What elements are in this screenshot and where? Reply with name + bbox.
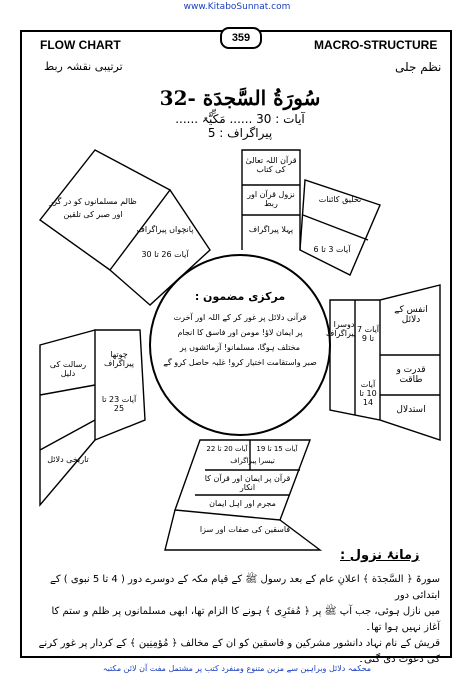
segment-left-outer bbox=[40, 330, 95, 505]
label-fifth-ayat: آیات 26 تا 30 bbox=[141, 250, 189, 259]
label-right-ayat-1: آیات 7 تا 9 bbox=[356, 325, 380, 343]
label-second-para: دوسرا پیراگراف bbox=[325, 320, 356, 338]
label-tareekhi: تاریخی دلائل bbox=[47, 455, 89, 464]
label-bottom-ayat-1: آیات 15 تا 19 bbox=[256, 445, 298, 453]
center-line: صبر واستقامت اختیار کرو! غلبہ حاصل کرو گے bbox=[163, 358, 317, 367]
label-left-ayat: آیات 23 تا 25 bbox=[101, 395, 137, 413]
segment-left-inner bbox=[95, 330, 145, 440]
footer-text: محکمہ دلائل وبراہین سے مزین متنوع ومنفرد کتب پر مشتمل مفت آن لائن مکتبہ bbox=[102, 664, 372, 673]
site-url[interactable]: www.KitaboSunnat.com bbox=[183, 2, 291, 12]
label-anfus: انفس کے دلائل bbox=[394, 305, 428, 325]
label-risalat: رسالت کی دلیل bbox=[49, 360, 87, 378]
label-mujrim: مجرم اور اہل ایمان bbox=[209, 499, 276, 508]
flow-chart-label: FLOW CHART bbox=[40, 38, 121, 52]
label-third-para: تیسرا پیراگراف bbox=[230, 457, 275, 465]
label-bottom-ayat-2: آیات 20 تا 22 bbox=[206, 445, 248, 453]
label-istidlal: استدلال bbox=[396, 405, 426, 415]
zamana-heading: زمانۂ نزول : bbox=[340, 548, 420, 563]
macro-structure-label: MACRO-STRUCTURE bbox=[314, 38, 438, 52]
subheading-tartibi: ترتیبی نقشہ ربط bbox=[44, 60, 123, 73]
zamana-para-2: میں نازل ہوئی، جب آپ ﷺ پر ﴿ مُفتَرِی ﴾ ہونے کا الزام تھا، ابھی مسلمانوں پر ظلم و ستم کا آغاز نہیں ہوا تھا۔ bbox=[51, 606, 440, 633]
surah-title: 32- سُورَةُ السَّجدَة bbox=[159, 86, 321, 110]
label-takhleeq: تخلیق کائنات bbox=[318, 195, 362, 204]
label-top-ayat: آیات 3 تا 6 bbox=[313, 245, 351, 254]
center-text bbox=[160, 310, 320, 370]
zamana-para-3: قریش کے نام نہاد دانشور مشرکین و فاسقین کو ان کے مخالف ﴿ مُؤمِنِين ﴾ کے کردار پر غور کرنے کی دعوت دی گئی۔ bbox=[38, 638, 440, 665]
label-quran-iman: قرآن پر ایمان اور قرآن کا انکار bbox=[204, 474, 291, 492]
subheading-nazm: نظم جلی bbox=[395, 60, 442, 74]
label-top-outer: قرآن اللہ تعالیٰ کی کتاب bbox=[245, 156, 297, 174]
zamana-para-1: سورۃ ﴿ السَّجدَة ﴾ اعلانِ عام کے بعد رسول ﷺ کے قیام مکہ کے دوسرے دور ( 4 تا 5 نبوی ) کے ابتدائی دور bbox=[50, 574, 440, 601]
label-fourth-para: چوتھا پیراگراف bbox=[103, 350, 134, 368]
center-line: قرآنی دلائل پر غور کر کے اللہ اور آخرت bbox=[173, 313, 307, 322]
label-fifth-para: پانچواں پیراگراف bbox=[136, 225, 194, 234]
label-qudrat: قدرت و طاقت bbox=[396, 365, 426, 385]
label-right-ayat-2: آیات 10 تا 14 bbox=[359, 380, 377, 407]
center-heading: مرکزی مضمون : bbox=[194, 290, 286, 303]
label-top-inner: نزول قرآن اور ربط bbox=[247, 190, 295, 208]
center-line: پر ایمان لاؤ! مومن اور فاسق کا انجام bbox=[177, 328, 303, 337]
surah-info: آیات : 30 ...... مَکِّیَّۃ ...... پیراگراف : 5 bbox=[175, 112, 305, 140]
page-number: 359 bbox=[220, 27, 262, 49]
center-line: مختلف ہوگا، مسلمانو! آزمائشوں پر bbox=[179, 343, 301, 352]
label-top-para: پہلا پیراگراف bbox=[248, 225, 294, 234]
label-patience: ظالم مسلمانوں کو در گزر اور صبر کی تلقین bbox=[49, 197, 137, 219]
label-fasiqeen: فاسقین کی صفات اور سزا bbox=[199, 525, 291, 534]
